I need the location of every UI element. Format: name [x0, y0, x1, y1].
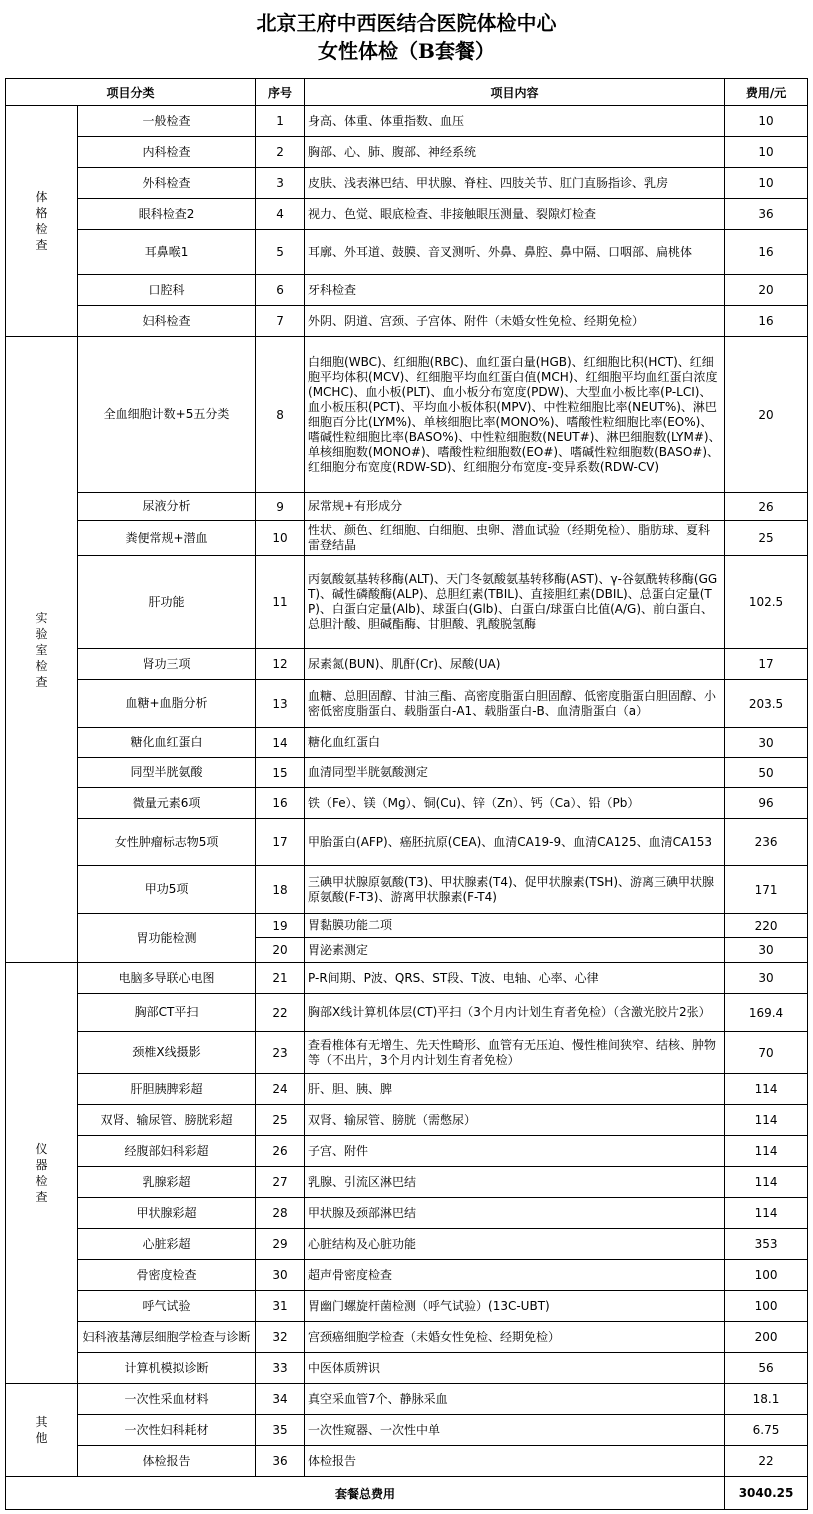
item-name: 尿液分析 [78, 493, 256, 521]
item-no: 12 [256, 649, 305, 680]
item-name: 肝胆胰脾彩超 [78, 1074, 256, 1105]
item-fee: 10 [725, 168, 808, 199]
item-fee: 114 [725, 1136, 808, 1167]
page-subtitle: 女性体检（B套餐） [318, 39, 495, 63]
item-fee: 171 [725, 866, 808, 914]
item-fee: 20 [725, 337, 808, 493]
item-no: 31 [256, 1291, 305, 1322]
item-fee: 36 [725, 199, 808, 230]
item-no: 32 [256, 1322, 305, 1353]
total-fee: 3040.25 [725, 1477, 808, 1510]
item-content: P-R间期、P波、QRS、ST段、T波、电轴、心率、心律 [305, 963, 725, 994]
category-label: 体格检查 [35, 190, 48, 252]
table-row [6, 1260, 808, 1291]
table-row [6, 1384, 808, 1415]
item-fee: 17 [725, 649, 808, 680]
item-name: 肾功三项 [78, 649, 256, 680]
item-no: 35 [256, 1415, 305, 1446]
item-content: 真空采血管7个、静脉采血 [305, 1384, 725, 1415]
item-content: 甲状腺及颈部淋巴结 [305, 1198, 725, 1229]
item-no: 30 [256, 1260, 305, 1291]
table-row [6, 1032, 808, 1074]
item-no: 2 [256, 137, 305, 168]
table-row [6, 306, 808, 337]
item-content: 子宫、附件 [305, 1136, 725, 1167]
category-label: 仪器检查 [35, 1142, 48, 1204]
item-fee: 56 [725, 1353, 808, 1384]
table-row [6, 649, 808, 680]
item-content: 胃泌素测定 [305, 938, 725, 963]
table-row [6, 521, 808, 556]
table-row [6, 994, 808, 1032]
item-fee: 25 [725, 521, 808, 556]
item-name: 妇科检查 [78, 306, 256, 337]
item-name: 体检报告 [78, 1446, 256, 1477]
item-fee: 30 [725, 963, 808, 994]
item-no: 3 [256, 168, 305, 199]
table-body [6, 106, 808, 1477]
item-name: 全血细胞计数+5五分类 [78, 337, 256, 493]
item-fee: 20 [725, 275, 808, 306]
item-content: 胃幽门螺旋杆菌检测（呼气试验）(13C-UBT) [305, 1291, 725, 1322]
item-content: 牙科检查 [305, 275, 725, 306]
category-cell [6, 106, 78, 337]
item-content: 甲胎蛋白(AFP)、癌胚抗原(CEA)、血清CA19-9、血清CA125、血清CA153 [305, 819, 725, 866]
item-no: 25 [256, 1105, 305, 1136]
item-name: 女性肿瘤标志物5项 [78, 819, 256, 866]
table-row [6, 788, 808, 819]
table-row [6, 1074, 808, 1105]
category-cell [6, 963, 78, 1384]
item-fee: 10 [725, 137, 808, 168]
item-no: 5 [256, 230, 305, 275]
item-fee: 102.5 [725, 556, 808, 649]
item-fee: 220 [725, 914, 808, 938]
item-fee: 26 [725, 493, 808, 521]
item-no: 34 [256, 1384, 305, 1415]
table-row [6, 680, 808, 728]
item-no: 4 [256, 199, 305, 230]
page-title: 北京王府中西医结合医院体检中心 [256, 11, 557, 35]
item-fee: 22 [725, 1446, 808, 1477]
item-no: 6 [256, 275, 305, 306]
item-content: 丙氨酸氨基转移酶(ALT)、天门冬氨酸氨基转移酶(AST)、γ-谷氨酰转移酶(GGT)、碱性磷酸酶(ALP)、总胆红素(TBIL)、直接胆红素(DBIL)、总蛋白定量(TP)、白蛋白定量(Alb)、球蛋白(Glb)、白蛋白/球蛋白比值(A/G)、前白蛋白、总胆汁酸、胆碱酯酶、甘胆酸、乳酸脱氢酶 [305, 556, 725, 649]
table-row [6, 1291, 808, 1322]
item-name: 电脑多导联心电图 [78, 963, 256, 994]
item-content: 胸部、心、肺、腹部、神经系统 [305, 137, 725, 168]
item-name: 一次性妇科耗材 [78, 1415, 256, 1446]
item-no: 33 [256, 1353, 305, 1384]
item-no: 36 [256, 1446, 305, 1477]
item-name: 呼气试验 [78, 1291, 256, 1322]
item-name: 计算机模拟诊断 [78, 1353, 256, 1384]
item-content: 乳腺、引流区淋巴结 [305, 1167, 725, 1198]
item-no: 14 [256, 728, 305, 758]
table-row [6, 866, 808, 914]
table-row [6, 106, 808, 137]
item-name: 内科检查 [78, 137, 256, 168]
table-row [6, 914, 808, 938]
item-content: 视力、色觉、眼底检查、非接触眼压测量、裂隙灯检查 [305, 199, 725, 230]
item-fee: 353 [725, 1229, 808, 1260]
item-content: 超声骨密度检查 [305, 1260, 725, 1291]
item-content: 身高、体重、体重指数、血压 [305, 106, 725, 137]
category-label: 实验室检查 [35, 610, 48, 689]
item-name: 一般检查 [78, 106, 256, 137]
item-content: 尿常规+有形成分 [305, 493, 725, 521]
table-row [6, 963, 808, 994]
item-name: 耳鼻喉1 [78, 230, 256, 275]
table-row [6, 275, 808, 306]
item-name: 骨密度检查 [78, 1260, 256, 1291]
exam-package-table [5, 78, 808, 1510]
item-no: 1 [256, 106, 305, 137]
item-content: 白细胞(WBC)、红细胞(RBC)、血红蛋白量(HGB)、红细胞比积(HCT)、红细胞平均体积(MCV)、红细胞平均血红蛋白值(MCH)、红细胞平均血红蛋白浓度(MCHC)、血小板(PLT)、血小板分布宽度(PDW)、大型血小板比率(P-LCI)、血小板压积(PCT)、平均血小板体积(MPV)、中性粒细胞比率(NEUT%)、淋巴细胞百分比(LYM%)、单核细胞比率(MONO%)、嗜酸性粒细胞比率(EO%)、嗜碱性粒细胞比率(BASO%)、中性粒细胞数(NEUT#)、淋巴细胞数(LYM#)、单核细胞数(MONO#)、嗜酸性粒细胞数(EO#)、嗜碱性粒细胞数(BASO#)、红细胞分布宽度(RDW-SD)、红细胞分布宽度-变异系数(RDW-CV) [305, 337, 725, 493]
header-fee: 费用/元 [725, 79, 808, 106]
item-no: 20 [256, 938, 305, 963]
item-fee: 70 [725, 1032, 808, 1074]
item-name: 一次性采血材料 [78, 1384, 256, 1415]
table-row [6, 1105, 808, 1136]
item-name: 血糖+血脂分析 [78, 680, 256, 728]
item-content: 血清同型半胱氨酸测定 [305, 758, 725, 788]
item-content: 胸部X线计算机体层(CT)平扫（3个月内计划生育者免检）（含激光胶片2张） [305, 994, 725, 1032]
item-name: 双肾、输尿管、膀胱彩超 [78, 1105, 256, 1136]
item-no: 15 [256, 758, 305, 788]
item-name: 眼科检查2 [78, 199, 256, 230]
category-label: 其他 [35, 1415, 48, 1445]
table-row [6, 819, 808, 866]
table-row [6, 1415, 808, 1446]
item-fee: 18.1 [725, 1384, 808, 1415]
item-fee: 114 [725, 1074, 808, 1105]
item-fee: 6.75 [725, 1415, 808, 1446]
item-no: 29 [256, 1229, 305, 1260]
item-content: 一次性窥器、一次性中单 [305, 1415, 725, 1446]
item-name: 甲功5项 [78, 866, 256, 914]
item-fee: 50 [725, 758, 808, 788]
item-name: 外科检查 [78, 168, 256, 199]
item-no: 23 [256, 1032, 305, 1074]
table-row [6, 1198, 808, 1229]
table-row [6, 168, 808, 199]
item-fee: 10 [725, 106, 808, 137]
item-no: 17 [256, 819, 305, 866]
item-content: 皮肤、浅表淋巴结、甲状腺、脊柱、四肢关节、肛门直肠指诊、乳房 [305, 168, 725, 199]
item-fee: 200 [725, 1322, 808, 1353]
table-row [6, 337, 808, 493]
item-content: 糖化血红蛋白 [305, 728, 725, 758]
item-content: 胃黏膜功能二项 [305, 914, 725, 938]
table-row [6, 1136, 808, 1167]
item-no: 19 [256, 914, 305, 938]
item-name: 妇科液基薄层细胞学检查与诊断 [78, 1322, 256, 1353]
item-fee: 100 [725, 1291, 808, 1322]
item-name: 乳腺彩超 [78, 1167, 256, 1198]
table-row [6, 1167, 808, 1198]
table-row [6, 1229, 808, 1260]
header-no: 序号 [256, 79, 305, 106]
table-row [6, 199, 808, 230]
table-row [6, 1322, 808, 1353]
item-name: 微量元素6项 [78, 788, 256, 819]
item-content: 查看椎体有无增生、先天性畸形、血管有无压迫、慢性椎间狭窄、结核、肿物等（不出片，3个月内计划生育者免检） [305, 1032, 725, 1074]
item-fee: 114 [725, 1198, 808, 1229]
table-row [6, 1353, 808, 1384]
item-name: 颈椎X线摄影 [78, 1032, 256, 1074]
item-content: 尿素氮(BUN)、肌酐(Cr)、尿酸(UA) [305, 649, 725, 680]
table-row [6, 137, 808, 168]
item-no: 13 [256, 680, 305, 728]
table-row [6, 758, 808, 788]
item-content: 心脏结构及心脏功能 [305, 1229, 725, 1260]
item-name: 口腔科 [78, 275, 256, 306]
table-header-row [6, 79, 808, 106]
item-fee: 16 [725, 306, 808, 337]
item-name: 粪便常规+潜血 [78, 521, 256, 556]
item-name: 胃功能检测 [78, 914, 256, 963]
item-fee: 114 [725, 1105, 808, 1136]
item-name: 经腹部妇科彩超 [78, 1136, 256, 1167]
item-no: 22 [256, 994, 305, 1032]
item-no: 18 [256, 866, 305, 914]
total-label: 套餐总费用 [6, 1477, 725, 1510]
item-name: 心脏彩超 [78, 1229, 256, 1260]
item-content: 肝、胆、胰、脾 [305, 1074, 725, 1105]
item-content: 体检报告 [305, 1446, 725, 1477]
item-no: 7 [256, 306, 305, 337]
item-content: 性状、颜色、红细胞、白细胞、虫卵、潜血试验（经期免检）、脂肪球、夏科雷登结晶 [305, 521, 725, 556]
item-fee: 16 [725, 230, 808, 275]
item-name: 糖化血红蛋白 [78, 728, 256, 758]
item-no: 28 [256, 1198, 305, 1229]
header-category: 项目分类 [6, 79, 256, 106]
item-content: 血糖、总胆固醇、甘油三酯、高密度脂蛋白胆固醇、低密度脂蛋白胆固醇、小密低密度脂蛋白、载脂蛋白-A1、载脂蛋白-B、血清脂蛋白（a） [305, 680, 725, 728]
item-fee: 30 [725, 728, 808, 758]
item-fee: 236 [725, 819, 808, 866]
item-no: 9 [256, 493, 305, 521]
table-row [6, 1446, 808, 1477]
item-no: 16 [256, 788, 305, 819]
total-row [6, 1477, 808, 1510]
item-no: 24 [256, 1074, 305, 1105]
item-no: 21 [256, 963, 305, 994]
item-fee: 100 [725, 1260, 808, 1291]
title-block [0, 0, 813, 78]
item-name: 胸部CT平扫 [78, 994, 256, 1032]
item-no: 11 [256, 556, 305, 649]
header-content: 项目内容 [305, 79, 725, 106]
item-no: 27 [256, 1167, 305, 1198]
item-content: 铁（Fe）、镁（Mg）、铜(Cu)、锌（Zn）、钙（Ca）、铅（Pb） [305, 788, 725, 819]
item-name: 肝功能 [78, 556, 256, 649]
item-no: 26 [256, 1136, 305, 1167]
table-row [6, 556, 808, 649]
item-content: 中医体质辨识 [305, 1353, 725, 1384]
table-row [6, 230, 808, 275]
item-no: 10 [256, 521, 305, 556]
item-content: 宫颈癌细胞学检查（未婚女性免检、经期免检） [305, 1322, 725, 1353]
item-name: 同型半胱氨酸 [78, 758, 256, 788]
item-fee: 30 [725, 938, 808, 963]
item-fee: 203.5 [725, 680, 808, 728]
item-fee: 96 [725, 788, 808, 819]
category-cell [6, 337, 78, 963]
table-row [6, 493, 808, 521]
item-fee: 114 [725, 1167, 808, 1198]
item-no: 8 [256, 337, 305, 493]
item-content: 耳廓、外耳道、鼓膜、音叉测听、外鼻、鼻腔、鼻中隔、口咽部、扁桃体 [305, 230, 725, 275]
item-content: 双肾、输尿管、膀胱（需憋尿） [305, 1105, 725, 1136]
table-row [6, 728, 808, 758]
item-content: 外阴、阴道、宫颈、子宫体、附件（未婚女性免检、经期免检） [305, 306, 725, 337]
item-name: 甲状腺彩超 [78, 1198, 256, 1229]
item-fee: 169.4 [725, 994, 808, 1032]
category-cell [6, 1384, 78, 1477]
item-content: 三碘甲状腺原氨酸(T3)、甲状腺素(T4)、促甲状腺素(TSH)、游离三碘甲状腺原氨酸(F-T3)、游离甲状腺素(F-T4) [305, 866, 725, 914]
